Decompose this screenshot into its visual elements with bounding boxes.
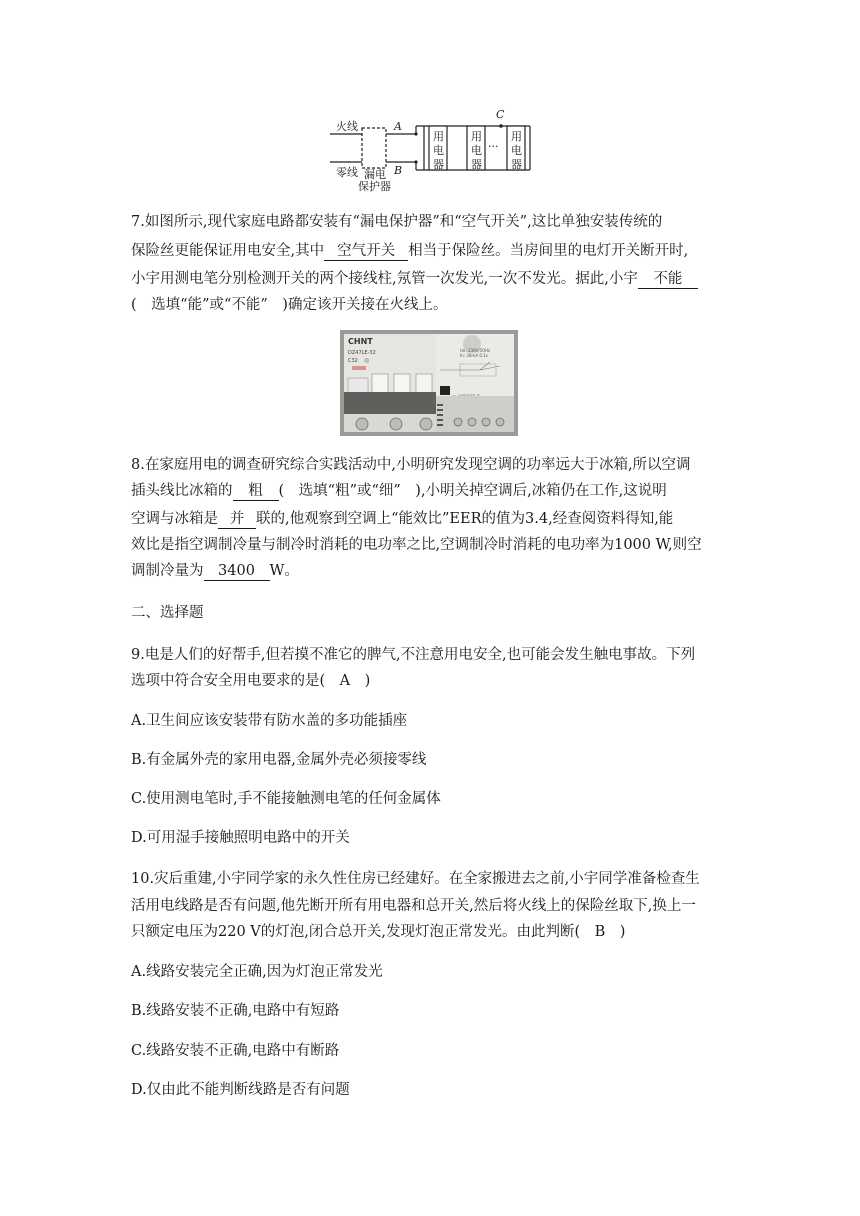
q8-line-5	[131, 561, 299, 581]
q7-line-2-post: 相当于保险丝。当房间里的电灯开关断开时,	[408, 243, 689, 259]
device-small-text-1: Ue: 230V/50Hz	[460, 348, 490, 353]
q8-line-2	[131, 481, 667, 501]
q8-line-2-post: ( 选填“粗”或“细” ),小明关掉空调后,冰箱仍在工作,这说明	[278, 483, 667, 499]
q8-line-4: 效比是指空调制冷量与制冷时消耗的电功率之比,空调制冷时消耗的电功率为1000 W,则空	[131, 537, 702, 553]
device-rating: C32	[348, 358, 358, 364]
leakage-breaker-photo	[340, 330, 518, 436]
q8-line-2-pre: 插头线比冰箱的	[131, 483, 233, 499]
q10-option-a: A.线路安装完全正确,因为灯泡正常发光	[131, 964, 383, 980]
q10-option-d: D.仅由此不能判断线路是否有问题	[131, 1082, 350, 1098]
q10-option-c: C.线路安装不正确,电路中有断路	[131, 1043, 340, 1059]
q8-line-3-post: 联的,他观察到空调上“能效比”EER的值为3.4,经查阅资料得知,能	[256, 511, 674, 527]
appliance-1-char-2: 电	[433, 144, 444, 157]
device-brand: CHNT	[348, 337, 373, 346]
q9-option-b: B.有金属外壳的家用电器,金属外壳必须接零线	[131, 752, 427, 768]
q9-option-a: A.卫生间应该安装带有防水盖的多功能插座	[131, 713, 408, 729]
neutral-wire-label: 零线	[336, 166, 358, 179]
protector-label-1: 漏电	[364, 168, 386, 181]
q7-line-4: ( 选填“能”或“不能” )确定该开关接在火线上。	[131, 297, 448, 313]
q8-line-3-pre: 空调与冰箱是	[131, 511, 218, 527]
q8-line-5-post: W。	[269, 563, 299, 579]
q7-line-3	[131, 269, 698, 289]
device-tag: ◎	[364, 357, 370, 364]
q8-line-5-pre: 调制冷量为	[131, 563, 204, 579]
q7-line-3-pre: 小宇用测电笔分别检测开关的两个接线柱,氖管一次发光,一次不发光。据此,小宇	[131, 271, 638, 287]
q7-line-2	[131, 241, 688, 261]
device-small-text-2: In: 30mA 0.1s	[460, 353, 488, 358]
q9-option-d: D.可用湿手接触照明电路中的开关	[131, 830, 350, 846]
q9-option-c: C.使用测电笔时,手不能接触测电笔的任何金属体	[131, 791, 441, 807]
appliance-2-char-2: 电	[471, 144, 482, 157]
appliance-1-char-3: 器	[433, 158, 444, 171]
q7-answer-1: 空气开关	[324, 242, 408, 261]
point-c-label: C	[496, 108, 505, 121]
q7-line-2-pre: 保险丝更能保证用电安全,其中	[131, 243, 325, 259]
appliance-2-char-3: 器	[471, 158, 482, 171]
live-wire-label: 火线	[336, 120, 358, 133]
q8-answer-2: 并	[218, 510, 256, 529]
q7-line-1: 7.如图所示,现代家庭电路都安装有“漏电保护器”和“空气开关”,这比单独安装传统的	[131, 214, 663, 230]
q9-line-1: 9.电是人们的好帮手,但若摸不准它的脾气,不注意用电安全,也可能会发生触电事故。下列	[131, 647, 696, 663]
protector-label-2: 保护器	[358, 180, 391, 193]
section-2-title: 二、选择题	[131, 605, 204, 621]
q9-line-2: 选项中符合安全用电要求的是( A )	[131, 673, 371, 689]
appliance-1-char-1: 用	[433, 130, 444, 143]
q10-line-3: 只额定电压为220 V的灯泡,闭合总开关,发现灯泡正常发光。由此判断( B )	[131, 924, 626, 940]
q7-answer-2: 不能	[638, 270, 698, 289]
q8-line-1: 8.在家庭用电的调查研究综合实践活动中,小明研究发现空调的功率远大于冰箱,所以空调	[131, 457, 691, 473]
q10-option-b: B.线路安装不正确,电路中有短路	[131, 1003, 340, 1019]
q8-answer-1: 粗	[233, 482, 279, 501]
q10-line-2: 活用电线路是否有问题,他先断开所有用电器和总开关,然后将火线上的保险丝取下,换上一	[131, 898, 696, 914]
appliance-3-char-3: 器	[511, 158, 522, 171]
appliance-3-char-1: 用	[511, 130, 522, 143]
appliance-ellipsis: ···	[488, 140, 499, 153]
point-b-label: B	[394, 164, 403, 177]
q8-answer-3: 3400	[204, 562, 270, 581]
device-model: DZ47LE-32	[348, 350, 376, 356]
q10-line-1: 10.灾后重建,小宇同学家的永久性住房已经建好。在全家搬进去之前,小宇同学准备检查生	[131, 871, 700, 887]
appliance-3-char-2: 电	[511, 144, 522, 157]
circuit-diagram	[330, 104, 540, 194]
q8-line-3	[131, 509, 673, 529]
appliance-2-char-1: 用	[471, 130, 482, 143]
point-a-label: A	[394, 120, 402, 133]
